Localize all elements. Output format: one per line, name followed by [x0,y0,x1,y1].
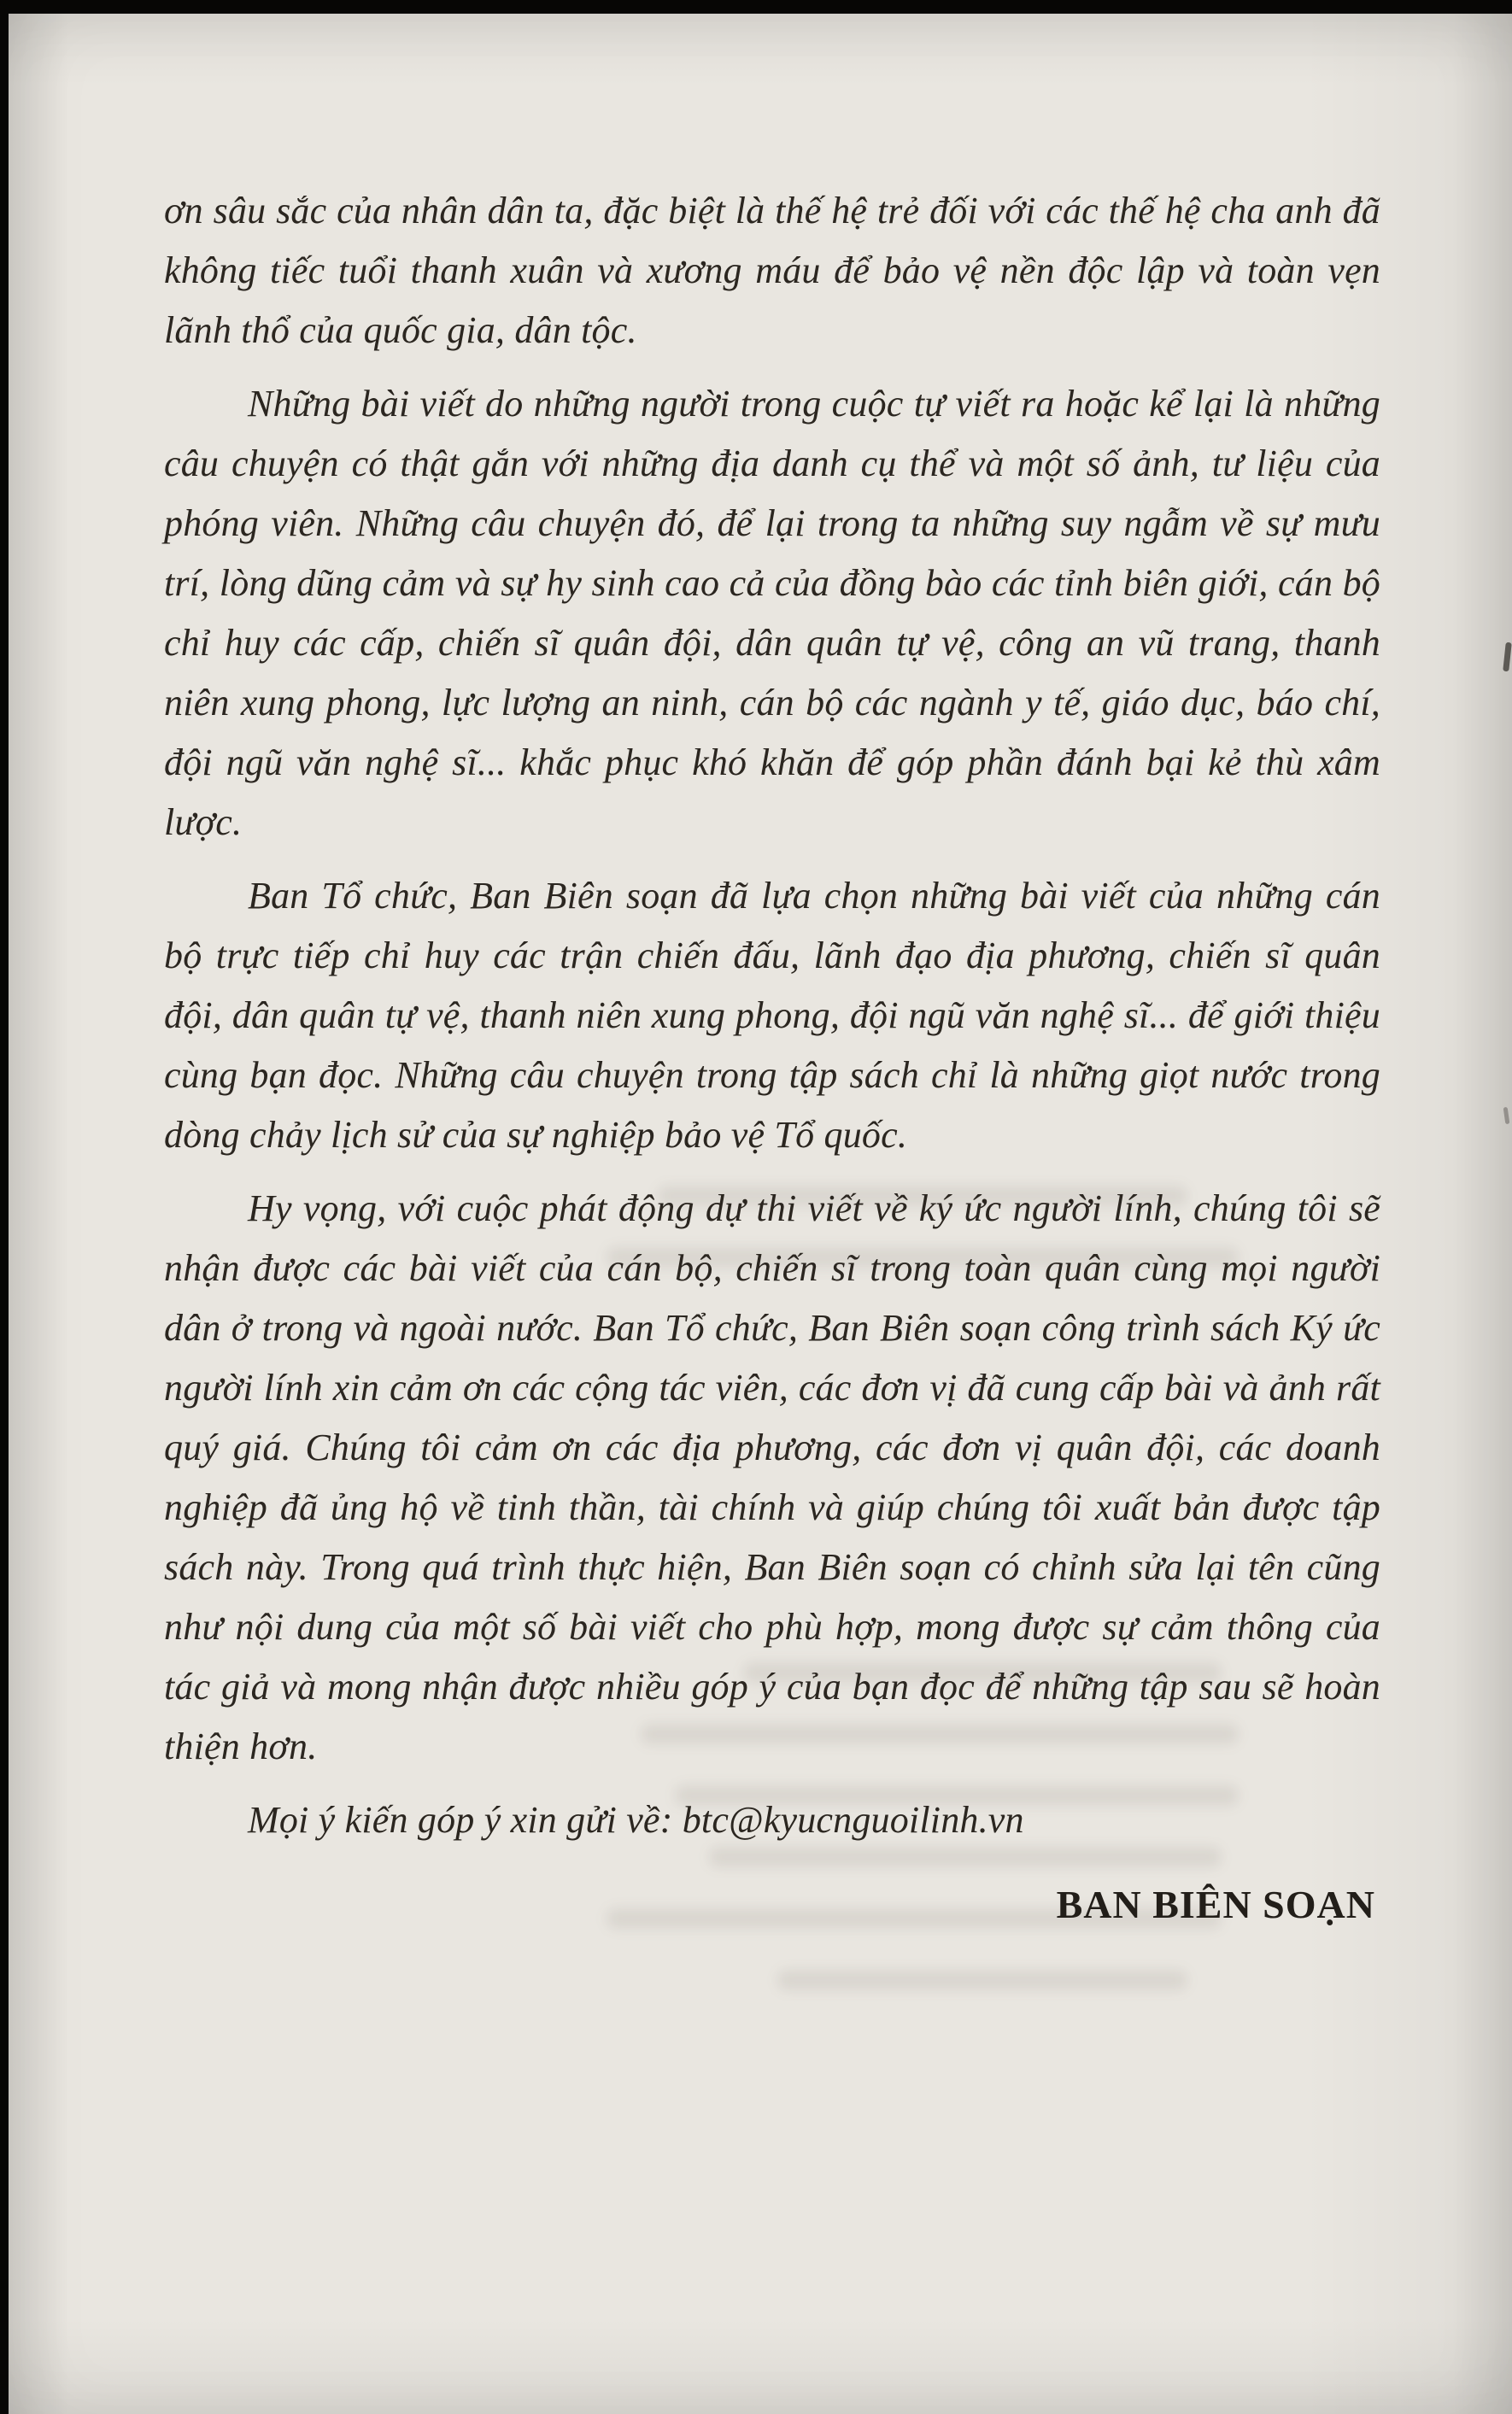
bleed-through-artifact [777,1970,1187,1990]
paragraph: Hy vọng, với cuộc phát động dự thi viết về ký ức người lính, chúng tôi sẽ nhận được các bài viết của cán bộ, chiến sĩ trong toàn quân cùng mọi người dân ở trong và ngoài nước. Ban Tổ chức, Ban Biên soạn công trình sách Ký ức người lính xin cảm ơn các cộng tác viên, các đơn vị đã cung cấp bài và ảnh rất quý giá. Chúng tôi cảm ơn các địa phương, các đơn vị quân đội, các doanh nghiệp đã ủng hộ về tinh thần, tài chính và giúp chúng tôi xuất bản được tập sách này. Trong quá trình thực hiện, Ban Biên soạn có chỉnh sửa lại tên cũng như nội dung của một số bài viết cho phù hợp, mong được sự cảm thông của tác giả và mong nhận được nhiều góp ý của bạn đọc để những tập sau sẽ hoàn thiện hơn. [164,1187,1380,1767]
book-page [9,14,1512,2414]
scan-edge-left [0,0,9,2414]
signature: BAN BIÊN SOẠN [1056,1883,1375,1926]
contact-line: Mọi ý kiến góp ý xin gửi về: btc@kyucnguoilinh.vn [248,1799,1024,1841]
paragraph: Ban Tổ chức, Ban Biên soạn đã lựa chọn những bài viết của những cán bộ trực tiếp chỉ huy các trận chiến đấu, lãnh đạo địa phương, chiến sĩ quân đội, dân quân tự vệ, thanh niên xung phong, đội ngũ văn nghệ sĩ... để giới thiệu cùng bạn đọc. Những câu chuyện trong tập sách chỉ là những giọt nước trong dòng chảy lịch sử của sự nghiệp bảo vệ Tổ quốc. [164,875,1380,1156]
paragraph: Những bài viết do những người trong cuộc tự viết ra hoặc kể lại là những câu chuyện có thật gắn với những địa danh cụ thể và một số ảnh, tư liệu của phóng viên. Những câu chuyện đó, để lại trong ta những suy ngẫm về sự mưu trí, lòng dũng cảm và sự hy sinh cao cả của đồng bào các tỉnh biên giới, cán bộ chỉ huy các cấp, chiến sĩ quân đội, dân quân tự vệ, công an vũ trang, thanh niên xung phong, lực lượng an ninh, cán bộ các ngành y tế, giáo dục, báo chí, đội ngũ văn nghệ sĩ... khắc phục khó khăn để góp phần đánh bại kẻ thù xâm lược. [164,383,1380,843]
page-text-column [164,181,1380,1931]
paragraph-continuation: ơn sâu sắc của nhân dân ta, đặc biệt là thế hệ trẻ đối với các thế hệ cha anh đã không tiếc tuổi thanh xuân và xương máu để bảo vệ nền độc lập và toàn vẹn lãnh thổ của quốc gia, dân tộc. [164,190,1380,351]
scan-edge-top [0,0,1512,14]
